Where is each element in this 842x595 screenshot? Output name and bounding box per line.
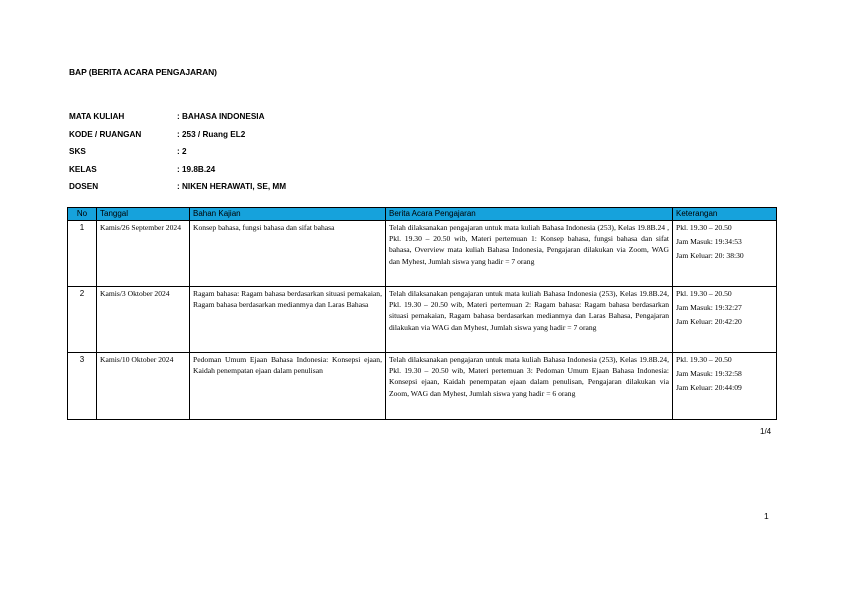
ket-pukul: Pkl. 19.30 – 20.50 bbox=[676, 223, 732, 232]
ket-jam-masuk: Jam Masuk: 19:32:27 bbox=[676, 303, 742, 313]
cell-berita-acara: Telah dilaksanakan pengajaran untuk mata kuliah Bahasa Indonesia (253), Kelas 19.8B.24 , Pkl. 19.30 – 20.50 wib, Materi pertemuan 1: Konsep bahasa, fungsi bahasa dan sifat bahasa, Overview mata kuliah Bahasa Indonesia, Pengajaran dilakukan via Zoom, WAG dan Myhest, Jumlah siswa yang hadir = 7 orang bbox=[386, 221, 673, 287]
ket-jam-keluar: Jam Keluar: 20:42:20 bbox=[676, 317, 742, 327]
header-no: No bbox=[68, 208, 97, 221]
table-header-row bbox=[68, 208, 777, 221]
table-row bbox=[68, 287, 777, 353]
page-fraction: 1/4 bbox=[760, 427, 772, 436]
meta-label: KODE / RUANGAN bbox=[69, 130, 142, 139]
ket-jam-keluar: Jam Keluar: 20:44:09 bbox=[676, 383, 742, 393]
cell-no: 2 bbox=[68, 287, 97, 353]
page-number: 1 bbox=[764, 511, 769, 521]
meta-value: : 19.8B.24 bbox=[177, 165, 216, 174]
meta-label: MATA KULIAH bbox=[69, 112, 125, 121]
header-tanggal: Tanggal bbox=[97, 208, 190, 221]
header-berita-acara: Berita Acara Pengajaran bbox=[386, 208, 673, 221]
ket-pukul: Pkl. 19.30 – 20.50 bbox=[676, 355, 732, 364]
cell-berita-acara: Telah dilaksanakan pengajaran untuk mata kuliah Bahasa Indonesia (253), Kelas 19.8B.24, Pkl. 19.30 – 20.50 wib, Materi pertemuan 2: Ragam bahasa: Ragam bahasa berdasarkan situasi pemakaian, Ragam bahasa berdasarkan medianmya dan Laras Bahasa, Pengajaran dilakukan via WAG dan Myhest, Jumlah siswa yang hadir = 7 orang bbox=[386, 287, 673, 353]
cell-keterangan bbox=[673, 353, 777, 420]
meta-value: : 253 / Ruang EL2 bbox=[177, 130, 246, 139]
meta-value: : 2 bbox=[177, 147, 187, 156]
table-row bbox=[68, 353, 777, 420]
header-keterangan: Keterangan bbox=[673, 208, 777, 221]
meta-label: KELAS bbox=[69, 165, 97, 174]
ket-jam-keluar: Jam Keluar: 20: 38:30 bbox=[676, 251, 744, 261]
cell-no: 3 bbox=[68, 353, 97, 420]
ket-jam-masuk: Jam Masuk: 19:32:58 bbox=[676, 369, 742, 379]
meta-row-dosen bbox=[69, 182, 286, 191]
meta-row-kelas bbox=[69, 165, 215, 174]
cell-keterangan bbox=[673, 287, 777, 353]
bap-table bbox=[67, 207, 777, 420]
cell-tanggal: Kamis/3 Oktober 2024 bbox=[97, 287, 190, 353]
cell-bahan-kajian: Ragam bahasa: Ragam bahasa berdasarkan situasi pemakaian, Ragam bahasa berdasarkan medianmya dan Laras Bahasa bbox=[190, 287, 386, 353]
meta-value: : BAHASA INDONESIA bbox=[177, 112, 265, 121]
meta-row-mata-kuliah bbox=[69, 112, 265, 121]
document-title: BAP (BERITA ACARA PENGAJARAN) bbox=[69, 67, 217, 77]
header-bahan-kajian: Bahan Kajian bbox=[190, 208, 386, 221]
cell-tanggal: Kamis/10 Oktober 2024 bbox=[97, 353, 190, 420]
meta-row-kode-ruangan bbox=[69, 130, 245, 139]
table-row bbox=[68, 221, 777, 287]
cell-bahan-kajian: Pedoman Umum Ejaan Bahasa Indonesia: Konsepsi ejaan, Kaidah penempatan ejaan dalam penulisan bbox=[190, 353, 386, 420]
ket-jam-masuk: Jam Masuk: 19:34:53 bbox=[676, 237, 742, 247]
cell-tanggal: Kamis/26 September 2024 bbox=[97, 221, 190, 287]
cell-bahan-kajian: Konsep bahasa, fungsi bahasa dan sifat bahasa bbox=[190, 221, 386, 287]
meta-label: DOSEN bbox=[69, 182, 99, 191]
meta-value: : NIKEN HERAWATI, SE, MM bbox=[177, 182, 287, 191]
meta-label: SKS bbox=[69, 147, 86, 156]
meta-row-sks bbox=[69, 147, 187, 156]
cell-berita-acara: Telah dilaksanakan pengajaran untuk mata kuliah Bahasa Indonesia (253), Kelas 19.8B.24, Pkl. 19.30 – 20.50 wib, Materi pertemuan 3: Pedoman Umum Ejaan Bahasa Indonesia: Konsepsi ejaan, Kaidah penempatan ejaan dalam penulisan, Pengajaran dilakukan via Zoom, WAG dan Myhest, Jumlah siswa yang hadir = 6 orang bbox=[386, 353, 673, 420]
cell-keterangan bbox=[673, 221, 777, 287]
cell-no: 1 bbox=[68, 221, 97, 287]
ket-pukul: Pkl. 19.30 – 20.50 bbox=[676, 289, 732, 298]
